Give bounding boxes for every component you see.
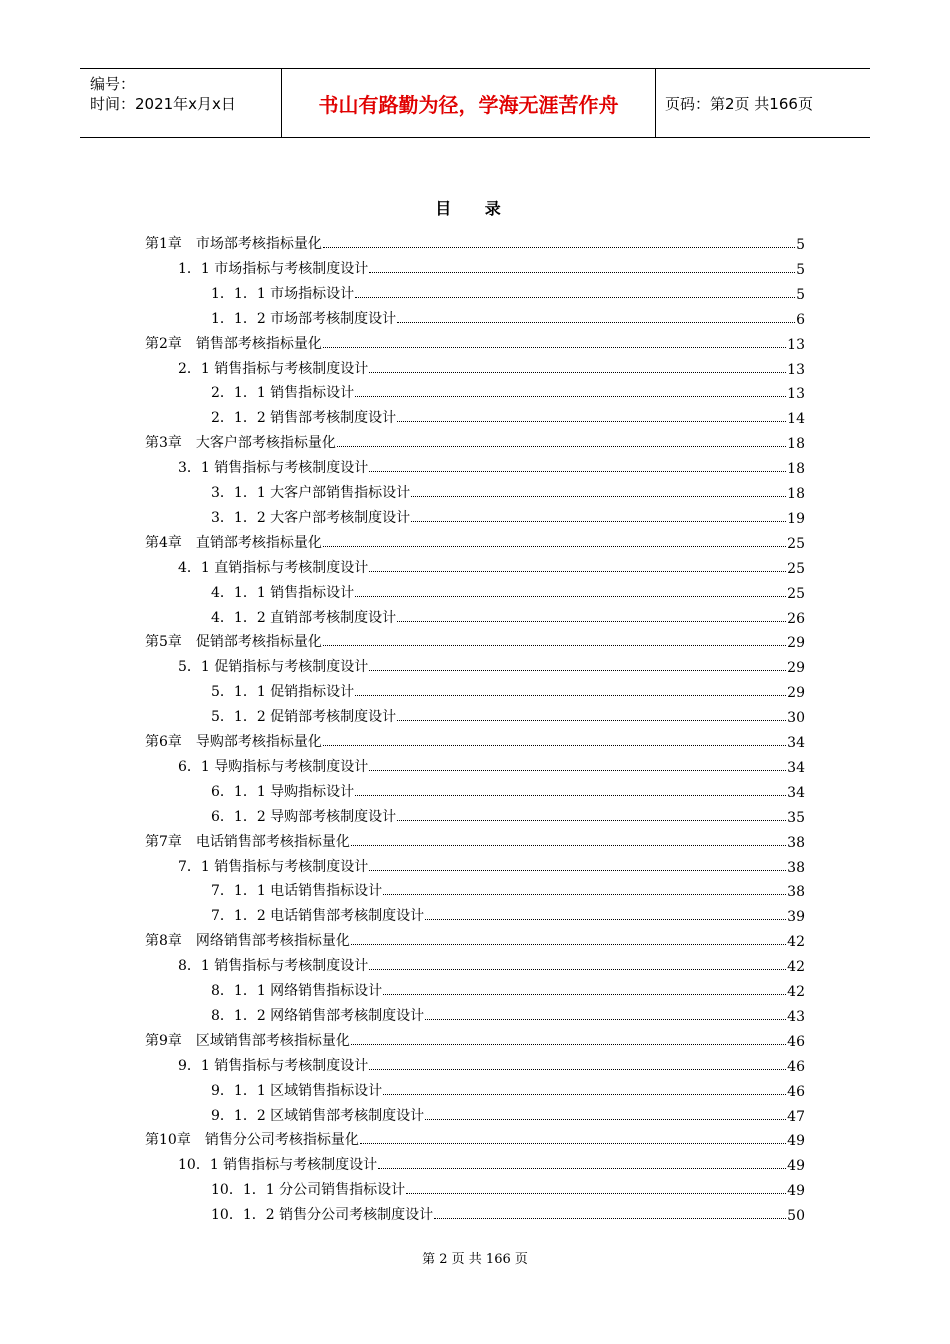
toc-leader-dots [323, 246, 795, 248]
toc-entry-title: 3．1．1 大客户部销售指标设计 [211, 485, 411, 501]
toc-entry[interactable] [178, 453, 805, 477]
toc-entry-page: 18 [787, 436, 805, 453]
toc-entry[interactable] [145, 827, 805, 851]
toc-entry-page: 38 [787, 834, 805, 851]
toc-entry[interactable] [145, 528, 805, 552]
toc-entry-title: 10．1 销售指标与考核制度设计 [178, 1157, 378, 1174]
toc-entry-title: 1．1 市场指标与考核制度设计 [178, 260, 369, 277]
toc-leader-dots [355, 794, 786, 796]
toc-entry[interactable] [178, 652, 805, 676]
toc-leader-dots [383, 1093, 786, 1095]
toc-entry[interactable] [211, 478, 805, 502]
page-header [80, 68, 870, 138]
toc-entry-title: 1．1．1 市场指标设计 [211, 285, 355, 302]
toc-leader-dots [411, 520, 786, 522]
toc-entry-title: 8．1．2 网络销售部考核制度设计 [211, 1007, 425, 1024]
toc-entry-page: 18 [787, 486, 805, 502]
toc-leader-dots [355, 595, 786, 597]
toc-leader-dots [383, 993, 786, 995]
toc-entry-title: 第5章 促销部考核指标量化 [145, 634, 322, 651]
toc-entry-page: 50 [787, 1208, 805, 1225]
toc-entry-page: 25 [787, 535, 805, 552]
toc-entry[interactable] [211, 578, 805, 602]
toc-leader-dots [369, 669, 786, 671]
toc-entry[interactable] [145, 229, 805, 253]
toc-leader-dots [323, 346, 786, 348]
toc-entry-title: 9．1 销售指标与考核制度设计 [178, 1057, 369, 1074]
toc-entry[interactable] [211, 702, 805, 726]
toc-leader-dots [397, 620, 786, 622]
toc-leader-dots [323, 744, 786, 746]
time-label: 时间：2021年x月x日 [90, 95, 236, 113]
toc-entry-title: 5．1．2 促销部考核制度设计 [211, 709, 397, 726]
toc-entry-title: 8．1 销售指标与考核制度设计 [178, 958, 369, 975]
toc-leader-dots [383, 893, 786, 895]
toc-entry-title: 7．1 销售指标与考核制度设计 [178, 858, 369, 875]
toc-entry[interactable] [145, 627, 805, 651]
toc-entry-title: 第3章 大客户部考核指标量化 [145, 435, 336, 452]
toc-entry-title: 第9章 区域销售部考核指标量化 [145, 1032, 350, 1049]
toc-entry[interactable] [178, 1150, 805, 1174]
toc-entry-title: 8．1．1 网络销售指标设计 [211, 983, 383, 999]
toc-leader-dots [397, 719, 786, 721]
toc-entry-title: 1．1．2 市场部考核制度设计 [211, 310, 397, 327]
toc-leader-dots [355, 395, 786, 397]
header-motto: 书山有路勤为径，学海无涯苦作舟 [281, 69, 656, 137]
toc-entry-page: 49 [787, 1133, 805, 1150]
toc-leader-dots [397, 420, 786, 422]
toc-leader-dots [323, 545, 786, 547]
toc-entry-title: 4．1．2 直销部考核制度设计 [211, 609, 397, 626]
toc-entry-title: 第7章 电话销售部考核指标量化 [145, 833, 350, 850]
toc-entry-title: 4．1 直销指标与考核制度设计 [178, 559, 369, 576]
toc-entry-page: 25 [787, 560, 805, 577]
toc-leader-dots [369, 570, 786, 572]
toc-entry-title: 6．1．1 导购指标设计 [211, 783, 355, 800]
toc-entry[interactable] [145, 428, 805, 452]
toc-title: 目 录 [435, 199, 515, 218]
toc-entry-page: 18 [787, 461, 805, 478]
toc-leader-dots [369, 869, 786, 871]
number-label: 编号： [90, 75, 136, 93]
toc-entry-page: 13 [787, 336, 805, 353]
toc-entry[interactable] [211, 403, 805, 427]
toc-entry-title: 2．1．1 销售指标设计 [211, 385, 355, 402]
toc-entry-page: 43 [787, 1008, 805, 1025]
toc-leader-dots [351, 844, 786, 846]
toc-leader-dots [378, 1167, 786, 1169]
toc-entry-page: 34 [787, 735, 805, 751]
toc-entry[interactable] [178, 752, 805, 776]
toc-entry-page: 46 [787, 1083, 805, 1100]
toc-entry-page: 49 [787, 1158, 805, 1175]
toc-entry-title: 6．1 导购指标与考核制度设计 [178, 758, 369, 775]
toc-leader-dots [397, 321, 795, 323]
toc-entry-title: 10．1．2 销售分公司考核制度设计 [211, 1207, 434, 1224]
toc-entry-title: 第2章 销售部考核指标量化 [145, 335, 322, 352]
toc-entry-title: 第4章 直销部考核指标量化 [145, 534, 322, 551]
toc-entry-page: 38 [787, 884, 805, 901]
toc-entry[interactable] [211, 876, 805, 900]
toc-entry-page: 49 [787, 1183, 805, 1200]
toc-entry[interactable] [211, 503, 805, 527]
toc-entry[interactable] [211, 976, 805, 1000]
toc-entry-page: 5 [796, 286, 805, 303]
toc-leader-dots [369, 968, 786, 970]
toc-entry-page: 25 [787, 585, 805, 602]
toc-entry[interactable] [145, 1125, 805, 1149]
toc-entry[interactable] [211, 603, 805, 627]
header-left-cell [80, 69, 280, 137]
toc-entry-title: 7．1．2 电话销售部考核制度设计 [211, 908, 425, 925]
toc-leader-dots [369, 371, 786, 373]
toc-entry-page: 19 [787, 510, 805, 527]
toc-leader-dots [355, 296, 795, 298]
toc-entry[interactable] [211, 677, 805, 701]
toc-entry-title: 4．1．1 销售指标设计 [211, 584, 355, 601]
toc-entry[interactable] [145, 727, 805, 751]
toc-entry-page: 13 [787, 386, 805, 403]
toc-entry-page: 42 [787, 959, 805, 976]
toc-leader-dots [425, 1018, 786, 1020]
toc-entry[interactable] [211, 1076, 805, 1100]
toc-entry-page: 46 [787, 1058, 805, 1075]
toc-entry-page: 13 [787, 361, 805, 378]
toc-entry[interactable] [211, 777, 805, 801]
toc-entry-title: 7．1．1 电话销售指标设计 [211, 883, 383, 900]
page-footer: 第 2 页 共 166 页 [422, 1252, 528, 1267]
toc-entry-title: 第1章 市场部考核指标量化 [145, 236, 322, 252]
toc-entry[interactable] [178, 1051, 805, 1075]
toc-entry-title: 第6章 导购部考核指标量化 [145, 734, 322, 750]
toc-leader-dots [323, 644, 786, 646]
toc-entry-page: 5 [796, 261, 805, 278]
toc-entry[interactable] [178, 852, 805, 876]
toc-leader-dots [369, 1068, 786, 1070]
toc-entry[interactable] [211, 279, 805, 303]
toc-leader-dots [406, 1192, 786, 1194]
toc-entry-title: 10．1．1 分公司销售指标设计 [211, 1182, 406, 1199]
toc-entry-page: 38 [787, 859, 805, 876]
toc-leader-dots [351, 943, 786, 945]
toc-leader-dots [369, 470, 786, 472]
toc-entry-title: 3．1 销售指标与考核制度设计 [178, 460, 369, 477]
toc-leader-dots [425, 918, 786, 920]
toc-leader-dots [411, 495, 786, 497]
toc-entry-page: 14 [787, 411, 805, 428]
toc-entry[interactable] [145, 329, 805, 353]
header-page-info: 页码：第2页 共166页 [665, 94, 813, 113]
toc-entry-title: 9．1．2 区域销售部考核制度设计 [211, 1107, 425, 1124]
toc-leader-dots [337, 445, 786, 447]
toc-leader-dots [434, 1217, 786, 1219]
toc-entry[interactable] [211, 1200, 805, 1224]
toc-entry-page: 30 [787, 710, 805, 727]
toc-entry-title: 2．1．2 销售部考核制度设计 [211, 410, 397, 427]
toc-entry-title: 5．1 促销指标与考核制度设计 [178, 659, 369, 676]
toc-leader-dots [397, 819, 786, 821]
toc-entry[interactable] [145, 1026, 805, 1050]
toc-entry[interactable] [145, 926, 805, 950]
toc-entry-page: 29 [787, 635, 805, 652]
toc-entry-title: 第10章 销售分公司考核指标量化 [145, 1132, 359, 1149]
toc-entry-page: 34 [787, 784, 805, 801]
toc-entry[interactable] [178, 553, 805, 577]
toc-entry-page: 46 [787, 1033, 805, 1050]
toc-entry-page: 34 [787, 759, 805, 776]
toc-entry-page: 29 [787, 660, 805, 677]
toc-entry-page: 35 [787, 809, 805, 826]
toc-entry[interactable] [178, 951, 805, 975]
toc-entry-page: 26 [787, 610, 805, 627]
toc-leader-dots [369, 271, 795, 273]
toc-entry-title: 5．1．1 促销指标设计 [211, 684, 355, 701]
toc-entry[interactable] [211, 1101, 805, 1125]
toc-entry-page: 29 [787, 685, 805, 702]
toc-entry-page: 42 [787, 984, 805, 1000]
toc-entry-title: 9．1．1 区域销售指标设计 [211, 1082, 383, 1099]
toc-entry[interactable] [211, 1175, 805, 1199]
toc-entry[interactable] [211, 1001, 805, 1025]
toc-entry-page: 5 [796, 237, 805, 253]
toc-entry[interactable] [211, 304, 805, 328]
toc-entry[interactable] [178, 254, 805, 278]
toc-entry-page: 39 [787, 909, 805, 926]
toc-entry[interactable] [211, 378, 805, 402]
toc-entry-page: 6 [796, 311, 805, 328]
toc-entry[interactable] [178, 354, 805, 378]
toc-leader-dots [425, 1118, 786, 1120]
toc-entry-page: 47 [787, 1108, 805, 1125]
toc-entry[interactable] [211, 901, 805, 925]
toc-entry-title: 3．1．2 大客户部考核制度设计 [211, 509, 411, 526]
toc-leader-dots [355, 694, 786, 696]
toc-leader-dots [360, 1142, 786, 1144]
toc-entry-title: 6．1．2 导购部考核制度设计 [211, 808, 397, 825]
toc-leader-dots [369, 769, 786, 771]
toc-entry-title: 2．1 销售指标与考核制度设计 [178, 360, 369, 377]
toc-entry-page: 42 [787, 934, 805, 951]
toc-leader-dots [351, 1043, 786, 1045]
toc-entry[interactable] [211, 802, 805, 826]
toc-entry-title: 第8章 网络销售部考核指标量化 [145, 933, 350, 950]
